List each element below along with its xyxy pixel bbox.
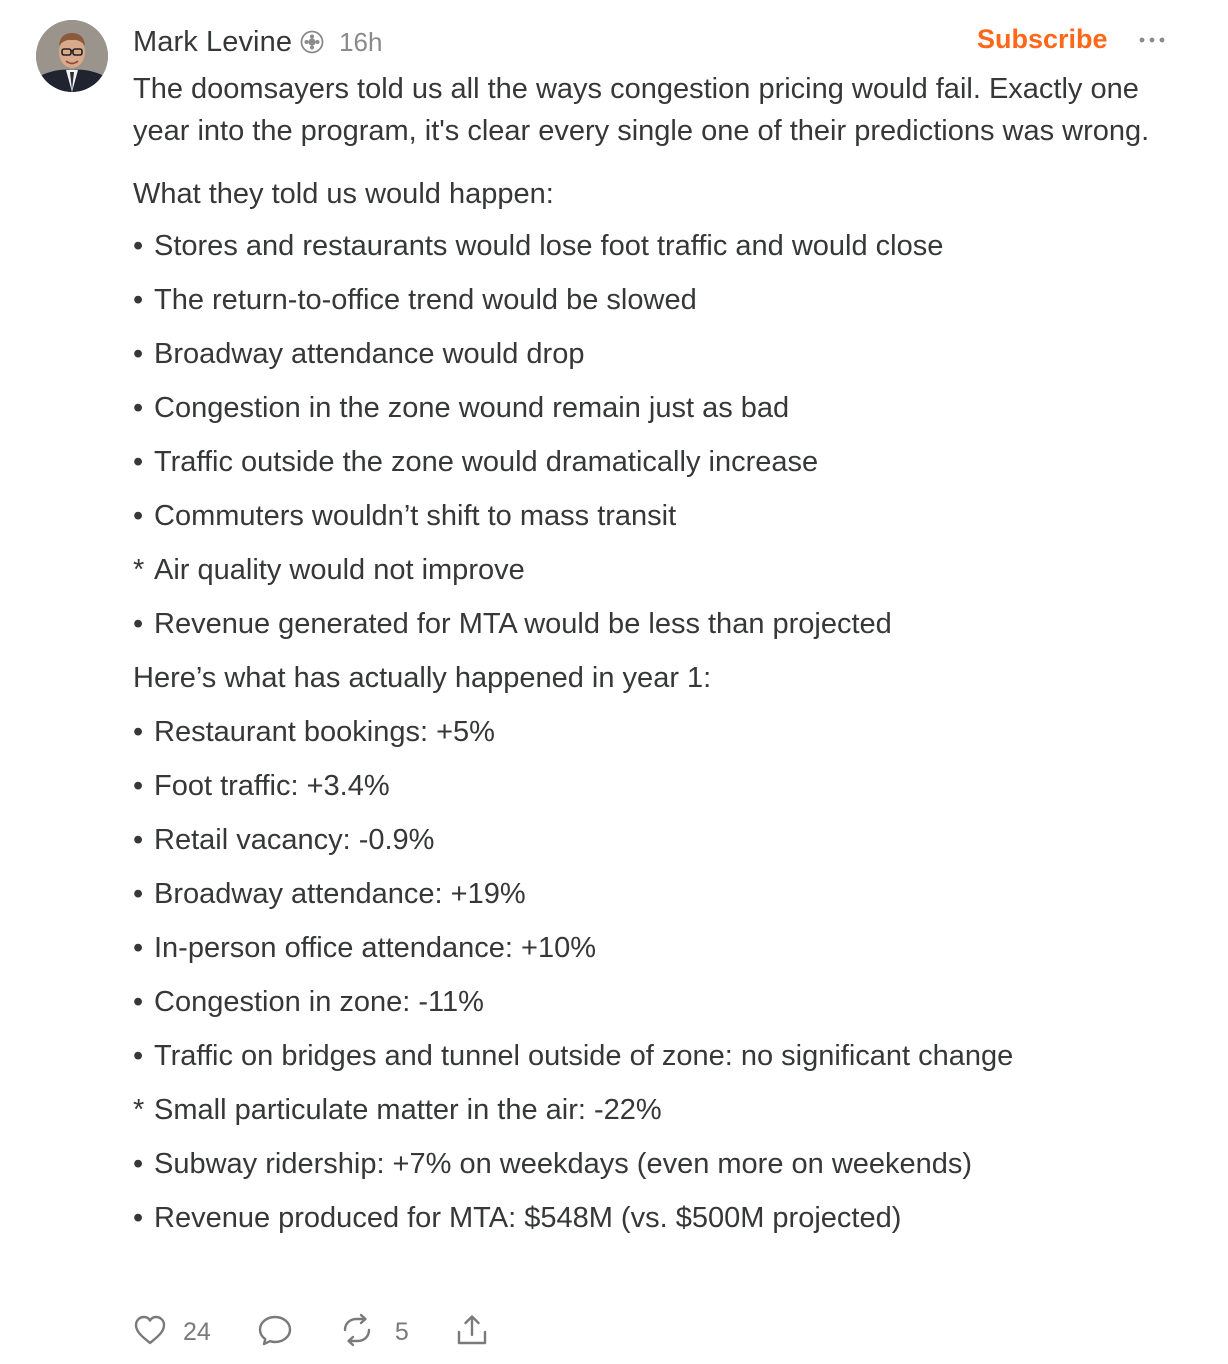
bullet-marker: *	[133, 554, 145, 586]
list-item	[133, 813, 1163, 867]
list-item	[133, 1191, 1163, 1245]
bullet-marker: •	[133, 608, 144, 640]
list-item-text: Congestion in the zone wound remain just as bad	[154, 392, 790, 424]
list-item	[133, 759, 1163, 813]
list-item	[133, 327, 1163, 381]
share-icon	[455, 1313, 489, 1352]
list-item-text: Air quality would not improve	[154, 554, 525, 586]
list-item-text: Small particulate matter in the air: -22%	[154, 1094, 662, 1126]
predictions-heading: What they told us would happen:	[133, 178, 554, 210]
bullet-marker: •	[133, 500, 144, 532]
list-item-text: Broadway attendance: +19%	[154, 878, 526, 910]
list-item-text: Revenue produced for MTA: $548M (vs. $500M projected)	[154, 1202, 902, 1234]
heart-icon	[133, 1314, 167, 1351]
restack-icon	[339, 1313, 375, 1352]
list-item	[133, 273, 1163, 327]
post-body	[133, 68, 1163, 1245]
list-item	[133, 1083, 1163, 1137]
post-intro: The doomsayers told us all the ways congestion pricing would fail. Exactly one year into the program, it's clear every single one of their predictions was wrong.	[133, 73, 1150, 147]
list-item	[133, 489, 1163, 543]
like-button[interactable]	[133, 1314, 211, 1351]
list-item	[133, 1137, 1163, 1191]
bullet-marker: •	[133, 824, 144, 856]
comment-icon	[257, 1313, 293, 1352]
list-item-text: In-person office attendance: +10%	[154, 932, 597, 964]
list-item	[133, 705, 1163, 759]
list-item	[133, 867, 1163, 921]
list-item	[133, 597, 1163, 651]
post-timestamp[interactable]: 16h	[339, 26, 383, 57]
list-item	[133, 921, 1163, 975]
list-item	[133, 543, 1163, 597]
list-item	[133, 1029, 1163, 1083]
comment-button[interactable]	[257, 1313, 293, 1352]
list-item-text: Commuters wouldn’t shift to mass transit	[154, 500, 677, 532]
bullet-marker: •	[133, 986, 144, 1018]
list-item-text: Broadway attendance would drop	[154, 338, 585, 370]
list-item-text: Congestion in zone: -11%	[154, 986, 484, 1018]
more-options-icon[interactable]	[1136, 28, 1168, 52]
results-heading: Here’s what has actually happened in year 1:	[133, 662, 712, 694]
list-item	[133, 381, 1163, 435]
restack-count: 5	[394, 1317, 409, 1346]
share-button[interactable]	[455, 1313, 489, 1352]
list-item-text: Stores and restaurants would lose foot traffic and would close	[154, 230, 944, 262]
author-name[interactable]: Mark Levine	[133, 25, 293, 58]
list-item-text: Traffic outside the zone would dramatically increase	[154, 446, 819, 478]
list-item	[133, 975, 1163, 1029]
bullet-marker: •	[133, 446, 144, 478]
list-item-text: The return-to-office trend would be slowed	[154, 284, 697, 316]
bullet-marker: •	[133, 284, 144, 316]
bullet-marker: •	[133, 338, 144, 370]
list-item	[133, 435, 1163, 489]
bullet-marker: *	[133, 1094, 145, 1126]
list-item-text: Restaurant bookings: +5%	[154, 716, 495, 748]
bullet-marker: •	[133, 1040, 144, 1072]
list-item-text: Revenue generated for MTA would be less than projected	[154, 608, 892, 640]
verified-badge-icon	[299, 29, 325, 55]
list-item-text: Foot traffic: +3.4%	[154, 770, 390, 802]
bullet-marker: •	[133, 716, 144, 748]
bullet-marker: •	[133, 770, 144, 802]
post-actions	[133, 1310, 489, 1354]
list-item-text: Retail vacancy: -0.9%	[154, 824, 435, 856]
bullet-marker: •	[133, 932, 144, 964]
bullet-marker: •	[133, 1148, 144, 1180]
like-count: 24	[183, 1317, 211, 1346]
avatar[interactable]	[36, 20, 108, 92]
restack-button[interactable]	[339, 1313, 409, 1352]
subscribe-button[interactable]: Subscribe	[977, 24, 1108, 54]
bullet-marker: •	[133, 1202, 144, 1234]
list-item-text: Traffic on bridges and tunnel outside of zone: no significant change	[154, 1040, 1014, 1072]
avatar-photo	[36, 20, 108, 92]
bullet-marker: •	[133, 392, 144, 424]
bullet-marker: •	[133, 230, 144, 262]
list-item	[133, 219, 1163, 273]
bullet-marker: •	[133, 878, 144, 910]
list-item-text: Subway ridership: +7% on weekdays (even more on weekends)	[154, 1148, 973, 1180]
